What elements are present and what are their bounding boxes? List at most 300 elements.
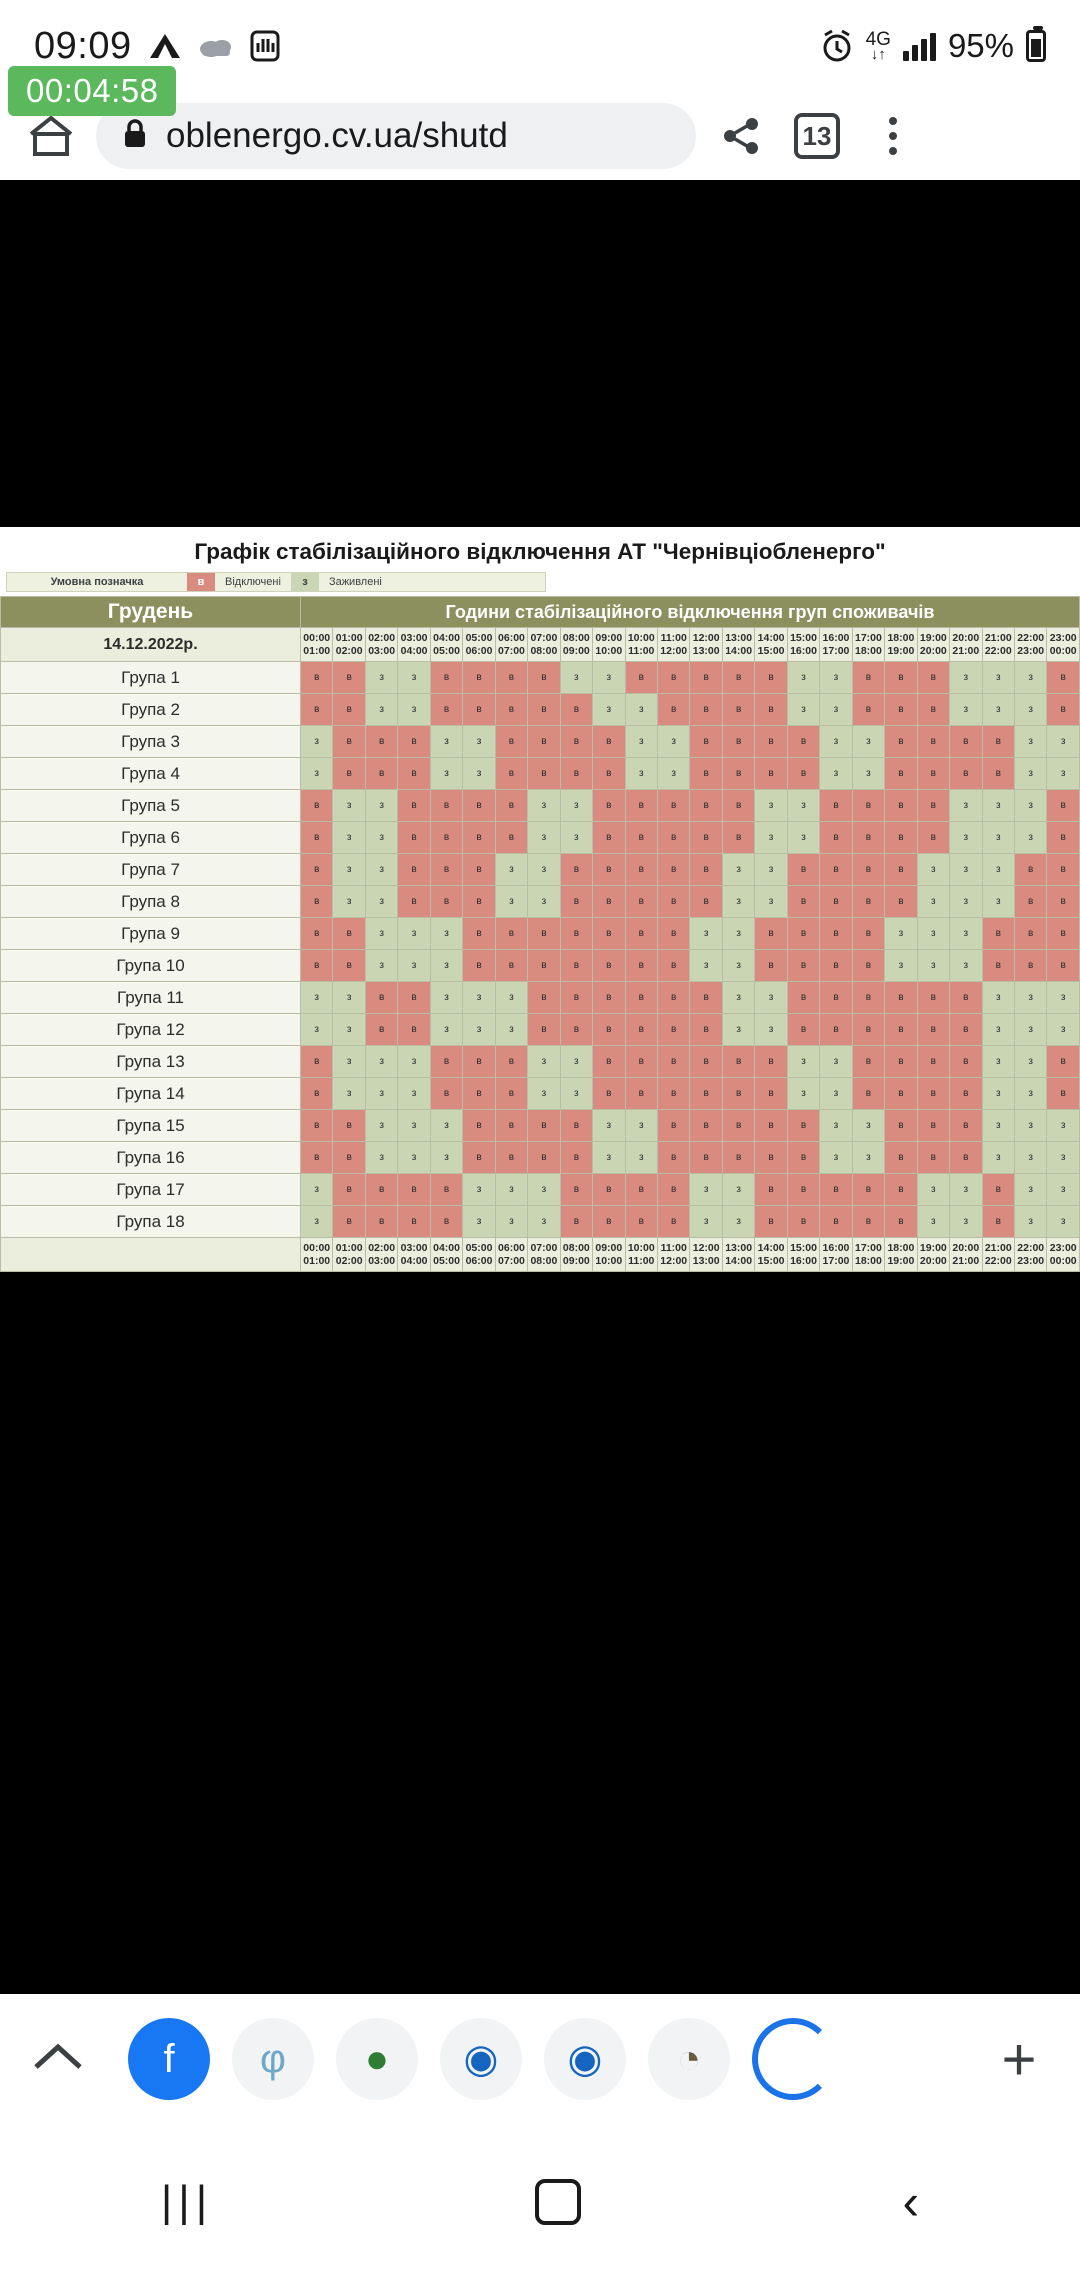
hour-end: 10:00 — [595, 644, 623, 657]
hour-column-footer — [852, 1238, 884, 1272]
schedule-cell: з — [301, 758, 333, 790]
schedule-cell: в — [463, 1110, 495, 1142]
schedule-cell: в — [593, 758, 625, 790]
table-row — [1, 950, 1080, 982]
schedule-cell: в — [657, 1046, 689, 1078]
schedule-cell: з — [365, 854, 397, 886]
schedule-cell: з — [398, 1110, 430, 1142]
schedule-cell: в — [657, 1078, 689, 1110]
schedule-cell: в — [852, 662, 884, 694]
schedule-cell: в — [885, 1014, 917, 1046]
schedule-cell: з — [1047, 982, 1080, 1014]
schedule-cell: з — [950, 1206, 982, 1238]
table-footer — [1, 1238, 1080, 1272]
tab-switcher-button[interactable] — [786, 105, 848, 167]
schedule-cell: в — [398, 822, 430, 854]
schedule-cell: в — [333, 758, 365, 790]
schedule-cell: з — [528, 886, 560, 918]
schedule-cell: з — [593, 662, 625, 694]
schedule-cell: з — [495, 1206, 527, 1238]
hour-start: 18:00 — [887, 1242, 915, 1255]
system-nav-bar — [0, 2124, 1080, 2280]
schedule-cell: в — [398, 854, 430, 886]
schedule-cell: з — [430, 982, 462, 1014]
schedule-cell: з — [398, 662, 430, 694]
schedule-cell: з — [430, 1110, 462, 1142]
schedule-cell: в — [722, 662, 754, 694]
schedule-cell: в — [852, 1014, 884, 1046]
hour-column-footer — [365, 1238, 397, 1272]
schedule-cell: з — [917, 886, 949, 918]
schedule-cell: в — [982, 918, 1014, 950]
schedule-cell: в — [333, 1206, 365, 1238]
hour-column-footer — [301, 1238, 333, 1272]
schedule-cell: з — [365, 950, 397, 982]
group-name-cell: Група 12 — [1, 1014, 301, 1046]
schedule-cell: в — [787, 726, 819, 758]
schedule-cell: в — [755, 1142, 787, 1174]
schedule-cell: в — [625, 822, 657, 854]
hour-end: 21:00 — [952, 1254, 980, 1267]
hour-start: 17:00 — [855, 632, 882, 645]
schedule-cell: в — [787, 854, 819, 886]
schedule-cell: в — [657, 950, 689, 982]
status-clock: 09:09 — [34, 24, 132, 67]
schedule-cell: в — [528, 982, 560, 1014]
status-bar-right — [820, 27, 1046, 65]
table-row — [1, 758, 1080, 790]
hour-column-header — [820, 628, 852, 662]
schedule-cell: з — [365, 1110, 397, 1142]
schedule-cell: в — [625, 886, 657, 918]
schedule-cell: в — [1047, 950, 1080, 982]
schedule-cell: з — [430, 950, 462, 982]
schedule-cell: з — [398, 918, 430, 950]
schedule-cell: в — [398, 1206, 430, 1238]
schedule-cell: з — [593, 1142, 625, 1174]
schedule-cell: в — [333, 1142, 365, 1174]
schedule-cell: в — [657, 1110, 689, 1142]
table-row — [1, 790, 1080, 822]
schedule-cell: в — [852, 1046, 884, 1078]
schedule-cell: з — [950, 854, 982, 886]
hour-column-footer — [950, 1238, 982, 1272]
schedule-cell: в — [430, 790, 462, 822]
schedule-cell: в — [755, 950, 787, 982]
battery-icon — [1026, 30, 1046, 62]
schedule-cell: з — [787, 790, 819, 822]
hour-column-header — [333, 628, 365, 662]
schedule-cell: з — [398, 694, 430, 726]
schedule-cell: в — [593, 982, 625, 1014]
schedule-cell: в — [495, 726, 527, 758]
shutdown-schedule-table — [0, 596, 1080, 1272]
schedule-cell: з — [1047, 726, 1080, 758]
lock-icon — [122, 118, 148, 155]
schedule-cell: в — [852, 982, 884, 1014]
schedule-cell: в — [950, 982, 982, 1014]
schedule-cell: з — [755, 790, 787, 822]
schedule-cell: в — [593, 822, 625, 854]
schedule-cell: з — [1014, 822, 1046, 854]
schedule-cell: в — [333, 950, 365, 982]
hour-start: 03:00 — [400, 1242, 428, 1255]
schedule-cell: з — [625, 694, 657, 726]
hour-end: 01:00 — [303, 644, 331, 657]
table-row — [1, 694, 1080, 726]
schedule-cell: з — [787, 1078, 819, 1110]
schedule-cell: в — [690, 982, 722, 1014]
schedule-cell: з — [982, 1046, 1014, 1078]
hour-end: 03:00 — [368, 644, 396, 657]
table-row — [1, 1174, 1080, 1206]
schedule-cell: в — [950, 1046, 982, 1078]
schedule-cell: в — [430, 662, 462, 694]
schedule-cell: з — [593, 1110, 625, 1142]
schedule-cell: в — [430, 886, 462, 918]
schedule-cell: в — [690, 822, 722, 854]
schedule-cell: в — [690, 1078, 722, 1110]
schedule-cell: з — [593, 694, 625, 726]
hour-end: 23:00 — [1017, 1254, 1045, 1267]
schedule-cell: в — [950, 1142, 982, 1174]
schedule-cell: з — [1014, 758, 1046, 790]
schedule-cell: в — [1014, 886, 1046, 918]
schedule-cell: в — [690, 1110, 722, 1142]
schedule-cell: в — [690, 662, 722, 694]
table-row — [1, 822, 1080, 854]
schedule-page — [0, 527, 1080, 1272]
schedule-cell: з — [982, 886, 1014, 918]
schedule-cell: в — [463, 886, 495, 918]
schedule-cell: з — [722, 1174, 754, 1206]
hour-start: 20:00 — [952, 1242, 980, 1255]
schedule-cell: в — [885, 854, 917, 886]
schedule-cell: з — [463, 758, 495, 790]
schedule-cell: з — [690, 918, 722, 950]
add-shortcut-button[interactable]: + — [1001, 2025, 1037, 2093]
table-footer-row — [1, 1238, 1080, 1272]
schedule-cell: з — [820, 1078, 852, 1110]
address-bar[interactable] — [96, 103, 696, 169]
schedule-cell: в — [885, 1078, 917, 1110]
schedule-cell: з — [885, 950, 917, 982]
schedule-cell: в — [495, 662, 527, 694]
loading-shortcut[interactable] — [752, 2018, 834, 2100]
alarm-icon — [820, 29, 854, 63]
recents-icon[interactable]: ||| — [160, 2177, 214, 2226]
more-options-icon[interactable] — [862, 105, 924, 167]
hour-start: 16:00 — [822, 1242, 850, 1255]
table-header — [1, 597, 1080, 662]
hour-end: 02:00 — [335, 1254, 363, 1267]
hour-start: 17:00 — [855, 1242, 882, 1255]
schedule-cell: з — [787, 662, 819, 694]
hour-start: 22:00 — [1017, 632, 1045, 645]
hour-column-header — [430, 628, 462, 662]
hour-column-footer — [982, 1238, 1014, 1272]
hour-start: 08:00 — [562, 632, 590, 645]
schedule-cell: з — [333, 886, 365, 918]
privat24-shortcut[interactable]: φ — [232, 2018, 314, 2100]
schedule-cell: з — [690, 950, 722, 982]
schedule-cell: в — [755, 694, 787, 726]
share-icon[interactable] — [710, 105, 772, 167]
hour-start: 00:00 — [303, 1242, 331, 1255]
schedule-cell: в — [787, 950, 819, 982]
hour-end: 13:00 — [692, 1254, 720, 1267]
table-header-row-2 — [1, 628, 1080, 662]
schedule-cell: в — [560, 1174, 592, 1206]
schedule-cell: з — [365, 1078, 397, 1110]
schedule-cell: в — [787, 918, 819, 950]
hour-end: 06:00 — [465, 644, 493, 657]
schedule-cell: в — [722, 1110, 754, 1142]
chevron-up-icon[interactable] — [26, 2027, 90, 2091]
schedule-cell: в — [430, 854, 462, 886]
schedule-cell: з — [982, 1142, 1014, 1174]
schedule-cell: в — [755, 1206, 787, 1238]
schedule-cell: в — [560, 694, 592, 726]
schedule-cell: з — [430, 758, 462, 790]
blue-shield-shortcut-2[interactable]: ◉ — [544, 2018, 626, 2100]
schedule-cell: в — [593, 726, 625, 758]
schedule-cell: в — [365, 726, 397, 758]
schedule-cell: в — [755, 1046, 787, 1078]
schedule-cell: в — [885, 1206, 917, 1238]
schedule-cell: в — [885, 1046, 917, 1078]
screen-recording-timer: 00:04:58 — [8, 66, 176, 116]
schedule-cell: з — [1014, 1110, 1046, 1142]
hour-column-footer — [463, 1238, 495, 1272]
hour-column-footer — [1047, 1238, 1080, 1272]
schedule-cell: в — [657, 1142, 689, 1174]
schedule-cell: в — [755, 1078, 787, 1110]
schedule-cell: з — [982, 1078, 1014, 1110]
schedule-cell: в — [430, 1046, 462, 1078]
hour-start: 20:00 — [952, 632, 980, 645]
schedule-cell: з — [950, 662, 982, 694]
schedule-cell: в — [560, 1110, 592, 1142]
group-name-cell: Група 6 — [1, 822, 301, 854]
schedule-cell: в — [852, 886, 884, 918]
hour-end: 19:00 — [887, 1254, 915, 1267]
hour-end: 10:00 — [595, 1254, 623, 1267]
hour-column-header — [917, 628, 949, 662]
schedule-cell: з — [722, 950, 754, 982]
hour-start: 19:00 — [919, 1242, 947, 1255]
hour-start: 15:00 — [790, 632, 817, 645]
do-not-disturb-icon — [250, 30, 280, 62]
schedule-cell: в — [560, 982, 592, 1014]
schedule-cell: в — [1047, 854, 1080, 886]
schedule-cell: в — [560, 1014, 592, 1046]
hour-end: 01:00 — [303, 1254, 331, 1267]
table-row — [1, 918, 1080, 950]
schedule-cell: в — [885, 758, 917, 790]
schedule-cell: в — [657, 694, 689, 726]
schedule-cell: в — [755, 726, 787, 758]
schedule-cell: з — [852, 758, 884, 790]
schedule-cell: в — [333, 1110, 365, 1142]
hour-column-footer — [690, 1238, 722, 1272]
schedule-cell: в — [820, 886, 852, 918]
hour-end: 09:00 — [562, 644, 590, 657]
home-square-icon[interactable] — [535, 2179, 581, 2225]
tab-count-label[interactable]: 13 — [794, 113, 840, 159]
hour-start: 01:00 — [335, 632, 363, 645]
hour-end: 13:00 — [692, 644, 720, 657]
schedule-cell: в — [528, 758, 560, 790]
group-name-cell: Група 4 — [1, 758, 301, 790]
schedule-cell: в — [1014, 854, 1046, 886]
schedule-cell: в — [528, 1110, 560, 1142]
hour-column-footer — [398, 1238, 430, 1272]
schedule-cell: в — [301, 694, 333, 726]
schedule-cell: в — [657, 918, 689, 950]
hour-start: 07:00 — [530, 1242, 558, 1255]
hour-column-footer — [722, 1238, 754, 1272]
schedule-cell: в — [755, 662, 787, 694]
schedule-cell: в — [820, 1014, 852, 1046]
schedule-cell: з — [690, 1174, 722, 1206]
schedule-cell: в — [463, 694, 495, 726]
schedule-cell: в — [301, 1046, 333, 1078]
hour-end: 02:00 — [335, 644, 363, 657]
back-icon[interactable]: ‹ — [902, 2174, 920, 2230]
hour-start: 16:00 — [822, 632, 850, 645]
schedule-cell: в — [560, 1206, 592, 1238]
table-row — [1, 662, 1080, 694]
group-name-cell: Група 8 — [1, 886, 301, 918]
schedule-cell: в — [852, 950, 884, 982]
schedule-cell: з — [398, 1046, 430, 1078]
schedule-cell: з — [755, 854, 787, 886]
schedule-cell: в — [528, 694, 560, 726]
hour-end: 00:00 — [1049, 644, 1077, 657]
schedule-cell: в — [885, 726, 917, 758]
schedule-cell: з — [528, 790, 560, 822]
schedule-cell: з — [657, 758, 689, 790]
schedule-cell: з — [852, 726, 884, 758]
group-name-cell: Група 17 — [1, 1174, 301, 1206]
schedule-cell: в — [495, 1142, 527, 1174]
schedule-cell: в — [593, 1078, 625, 1110]
schedule-cell: в — [593, 1046, 625, 1078]
hour-column-footer — [625, 1238, 657, 1272]
schedule-cell: з — [787, 1046, 819, 1078]
schedule-cell: з — [528, 1174, 560, 1206]
schedule-cell: в — [787, 1206, 819, 1238]
hour-end: 14:00 — [725, 1254, 753, 1267]
hour-column-header — [755, 628, 787, 662]
blue-shield-shortcut[interactable]: ◉ — [440, 2018, 522, 2100]
schedule-cell: з — [755, 982, 787, 1014]
schedule-cell: з — [722, 918, 754, 950]
schedule-cell: в — [755, 758, 787, 790]
schedule-cell: в — [722, 1046, 754, 1078]
hour-start: 11:00 — [660, 632, 687, 645]
schedule-cell: з — [1047, 1142, 1080, 1174]
schedule-cell: в — [657, 822, 689, 854]
group-name-cell: Група 10 — [1, 950, 301, 982]
schedule-cell: в — [625, 1078, 657, 1110]
schedule-cell: в — [787, 1142, 819, 1174]
schedule-cell: в — [593, 1014, 625, 1046]
group-name-cell: Група 7 — [1, 854, 301, 886]
schedule-cell: з — [430, 1142, 462, 1174]
hour-start: 05:00 — [465, 1242, 493, 1255]
hour-start: 18:00 — [887, 632, 915, 645]
date-cell: 14.12.2022р. — [1, 628, 301, 662]
hour-start: 23:00 — [1049, 632, 1077, 645]
schedule-cell: в — [333, 1174, 365, 1206]
schedule-cell: з — [852, 1110, 884, 1142]
schedule-cell: в — [690, 694, 722, 726]
hour-end: 09:00 — [562, 1254, 590, 1267]
schedule-cell: в — [657, 662, 689, 694]
schedule-cell: в — [463, 662, 495, 694]
schedule-cell: з — [398, 1142, 430, 1174]
schedule-cell: в — [885, 1110, 917, 1142]
schedule-cell: з — [301, 1206, 333, 1238]
hour-column-footer — [787, 1238, 819, 1272]
schedule-cell: в — [301, 886, 333, 918]
schedule-cell: з — [885, 918, 917, 950]
schedule-cell: з — [820, 758, 852, 790]
facebook-shortcut[interactable]: f — [128, 2018, 210, 2100]
green-app-shortcut[interactable]: ● — [336, 2018, 418, 2100]
schedule-cell: в — [917, 982, 949, 1014]
table-row — [1, 1078, 1080, 1110]
schedule-cell: в — [885, 886, 917, 918]
schedule-cell: в — [365, 1014, 397, 1046]
schedule-cell: з — [917, 854, 949, 886]
hour-start: 14:00 — [757, 1242, 785, 1255]
olx-shortcut[interactable]: ◔ — [648, 2018, 730, 2100]
hour-start: 05:00 — [465, 632, 493, 645]
schedule-cell: з — [365, 1142, 397, 1174]
schedule-cell: в — [820, 1206, 852, 1238]
hour-end: 11:00 — [628, 1254, 655, 1267]
schedule-cell: в — [722, 726, 754, 758]
schedule-cell: в — [787, 1174, 819, 1206]
schedule-cell: з — [1014, 662, 1046, 694]
schedule-cell: в — [657, 1174, 689, 1206]
schedule-cell: в — [365, 1174, 397, 1206]
schedule-cell: з — [365, 1046, 397, 1078]
address-bar-text[interactable]: oblenergo.cv.ua/shutd — [166, 116, 508, 155]
schedule-cell: в — [852, 1206, 884, 1238]
hour-end: 06:00 — [465, 1254, 493, 1267]
hour-start: 02:00 — [368, 1242, 396, 1255]
schedule-cell: з — [657, 726, 689, 758]
hour-start: 09:00 — [595, 1242, 623, 1255]
schedule-cell: з — [982, 854, 1014, 886]
schedule-cell: з — [1014, 1046, 1046, 1078]
hour-end: 11:00 — [628, 644, 655, 657]
schedule-cell: в — [722, 1078, 754, 1110]
hour-end: 22:00 — [984, 644, 1012, 657]
schedule-cell: з — [917, 918, 949, 950]
schedule-cell: в — [917, 1014, 949, 1046]
signal-bars-icon — [903, 31, 936, 61]
schedule-cell: з — [1047, 1014, 1080, 1046]
cloud-icon — [198, 33, 234, 59]
schedule-cell: в — [982, 1174, 1014, 1206]
hour-start: 13:00 — [725, 1242, 753, 1255]
hour-column-header — [1047, 628, 1080, 662]
